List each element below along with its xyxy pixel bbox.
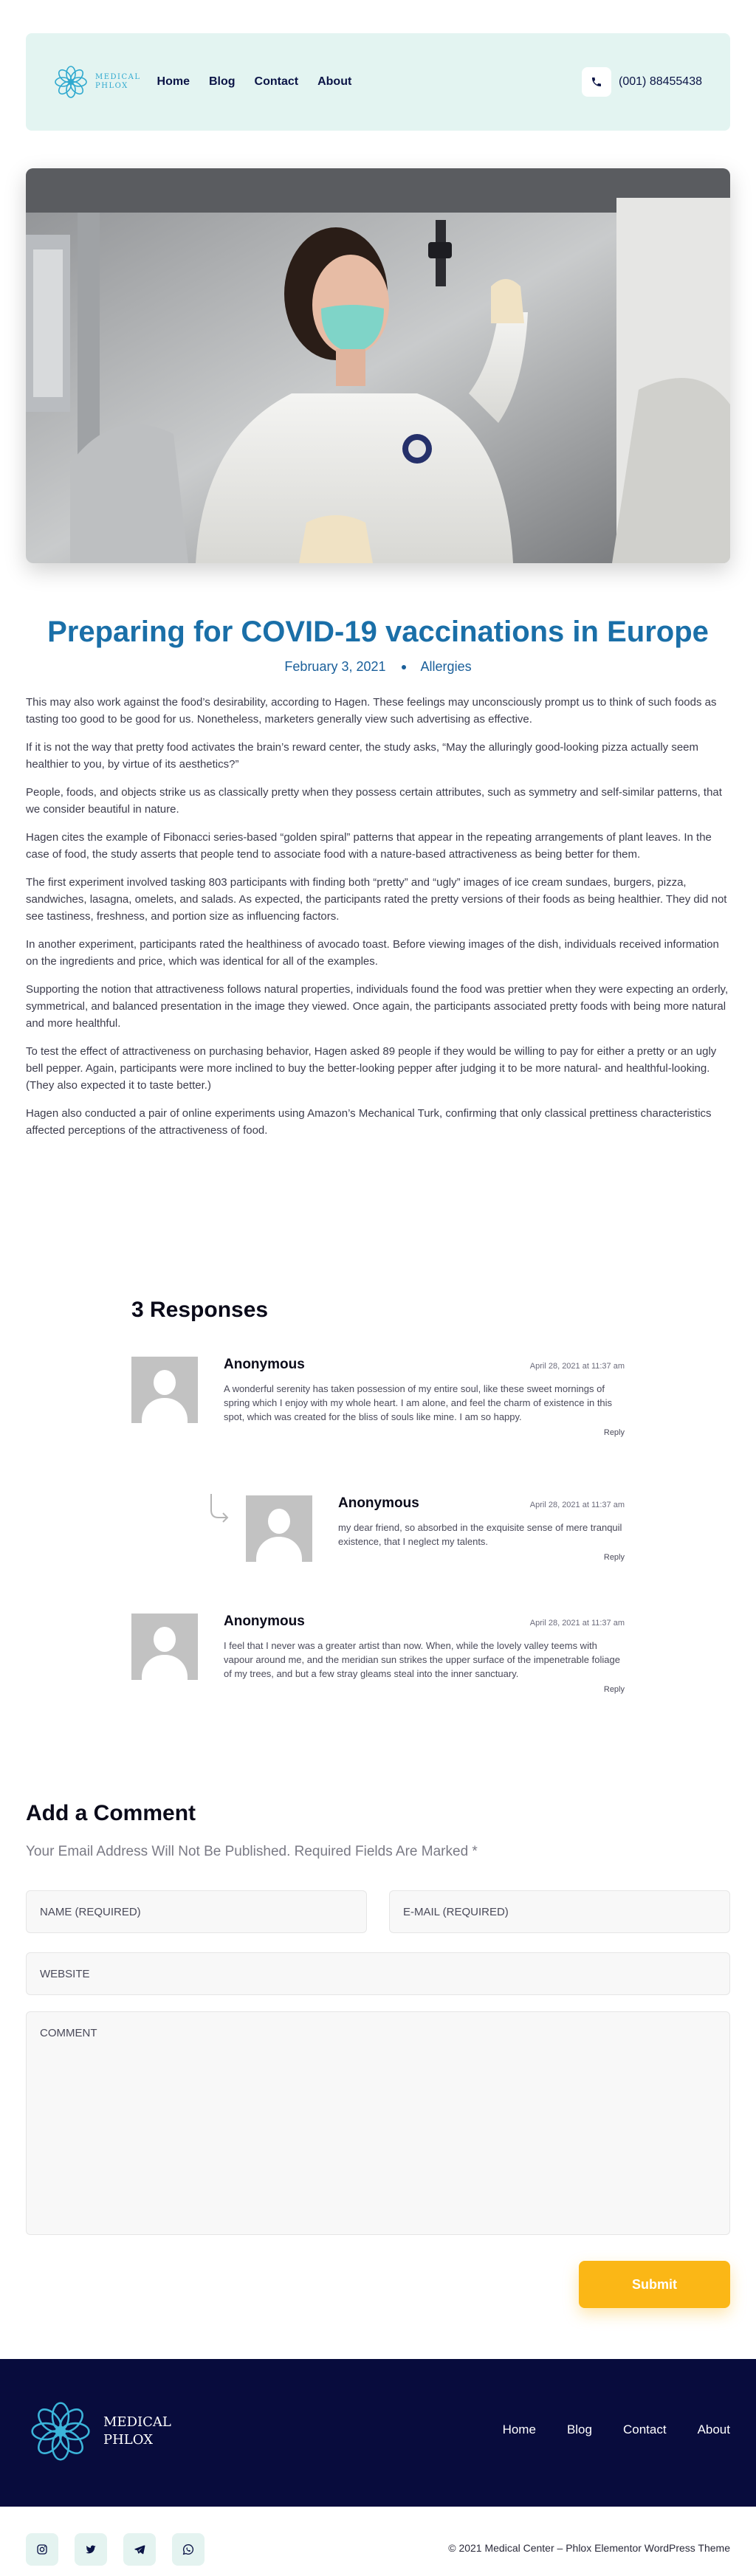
article-meta — [0, 659, 756, 675]
comment-reply — [246, 1495, 625, 1562]
article-paragraph: People, foods, and objects strike us as classically pretty when they possess certain attributes, such as symmetry and self-similar patterns, that we consider beautiful in nature. — [26, 786, 722, 816]
submit-button[interactable]: Submit — [579, 2261, 730, 2308]
phone-number: (001) 88455438 — [619, 75, 702, 88]
comment-author: Anonymous — [224, 1614, 305, 1629]
footer-nav-blog[interactable]: Blog — [566, 2422, 592, 2436]
email-placeholder: E-MAIL (REQUIRED) — [403, 1905, 509, 1918]
telegram-icon[interactable] — [123, 2533, 156, 2566]
twitter-icon[interactable] — [75, 2533, 107, 2566]
website-placeholder: WEBSITE — [40, 1967, 90, 1980]
site-footer — [0, 2359, 756, 2507]
responses-title: 3 Responses — [131, 1298, 269, 1322]
flower-logo-icon — [54, 65, 88, 99]
article-title: Preparing for COVID-19 vaccinations in Europe — [47, 616, 709, 648]
comment — [131, 1357, 625, 1437]
reply-link[interactable]: Reply — [603, 1553, 625, 1562]
article-paragraph: In another experiment, participants rated the healthiness of avocado toast. Before viewing images of the dish, individuals received information on the ingredients and price, which was identical for all of the examples. — [26, 938, 719, 968]
article-category[interactable]: Allergies — [420, 659, 472, 674]
comment — [131, 1614, 625, 1694]
logo-line-2: PHLOX — [95, 82, 128, 90]
lab-scene-illustration — [26, 168, 730, 563]
footer-nav-contact[interactable]: Contact — [622, 2422, 667, 2436]
footer-logo-line-2: PHLOX — [103, 2432, 154, 2448]
comment-text: I feel that I never was a greater artist than now. When, while the lovely valley teems with vapour around me, and the meridian sun strikes the upper surface of the impenetrable foliage of my trees, and but a few stray gleams steal into the inner sanctuary. — [224, 1640, 620, 1679]
reply-link[interactable]: Reply — [603, 1428, 625, 1437]
comment-text: my dear friend, so absorbed in the exquisite sense of mere tranquil existence, that I neglect my talents. — [338, 1522, 622, 1547]
comment-author: Anonymous — [224, 1357, 305, 1372]
reply-link[interactable]: Reply — [603, 1685, 625, 1694]
instagram-icon[interactable] — [26, 2533, 58, 2566]
comment-author: Anonymous — [338, 1495, 419, 1511]
footer-logo[interactable] — [30, 2400, 171, 2462]
comment-date[interactable]: April 28, 2021 at 11:37 am — [529, 1501, 625, 1509]
article-paragraph: Hagen cites the example of Fibonacci series-based “golden spiral” patterns that appear in the repeating arrangements of plant leaves. In the case of food, the study asserts that people tend to associate food with a nature-based attractiveness as being better for them. — [26, 831, 712, 861]
phone-link[interactable] — [582, 67, 702, 97]
footer-logo-text — [103, 2414, 171, 2449]
nav-home[interactable]: Home — [157, 75, 190, 88]
site-header — [26, 33, 730, 131]
hero-image — [26, 168, 730, 563]
footer-nav-home[interactable]: Home — [502, 2422, 536, 2436]
article-paragraph: Hagen also conducted a pair of online experiments using Amazon’s Mechanical Turk, confirming that only classical prettiness characteristics affected perceptions of the attractiveness of food. — [26, 1107, 712, 1137]
reply-arrow-icon — [208, 1492, 230, 1523]
whatsapp-icon[interactable] — [172, 2533, 205, 2566]
social-links — [26, 2533, 205, 2566]
comment-text: A wonderful serenity has taken possession of my entire soul, like these sweet mornings of spring which I enjoy with my whole heart. I am alone, and feel the charm of existence in this spot, which was created for the bliss of souls like mine. I am so happy. — [224, 1383, 613, 1422]
article-paragraph: If it is not the way that pretty food activates the brain’s reward center, the study asks, “May the alluringly good-looking pizza actually seem healthier to you, by virtue of its aesthetics?” — [26, 741, 699, 771]
article-paragraph: This may also work against the food’s desirability, according to Hagen. These feelings may unconsciously prompt us to think of such foods as tasting too good to be good for us. Nonetheless, marketers generally view such advertising as effective. — [26, 696, 717, 726]
article-paragraph: To test the effect of attractiveness on purchasing behavior, Hagen asked 89 people if they would be willing to pay for either a pretty or an ugly bell pepper. Again, participants were more inclined to buy the better-looking pepper after judging it to be more natural- and healthful-looking. (They also expected it to taste better.) — [26, 1045, 717, 1092]
footer-logo-line-1: MEDICAL — [103, 2414, 171, 2430]
article-paragraph: Supporting the notion that attractiveness follows natural properties, individuals found the food was prettier when they were expecting an orderly, symmetrical, and balanced presentation in the image they viewed. Once again, the participants associated pretty foods with being more natural and more healthful. — [26, 983, 729, 1030]
website-input[interactable] — [26, 1952, 730, 1995]
footer-bottom-bar — [0, 2507, 756, 2576]
footer-nav — [503, 2422, 730, 2437]
comment-date[interactable]: April 28, 2021 at 11:37 am — [529, 1362, 625, 1371]
comment-placeholder: COMMENT — [40, 2027, 97, 2039]
required-fields-note: Your Email Address Will Not Be Published. Required Fields Are Marked * — [26, 1844, 478, 1859]
avatar — [131, 1614, 198, 1680]
avatar — [131, 1357, 198, 1423]
logo-line-1: MEDICAL — [95, 73, 141, 81]
copyright-text: © 2021 Medical Center – Phlox Elementor WordPress Theme — [448, 2542, 730, 2554]
flower-logo-icon — [30, 2400, 92, 2462]
footer-nav-about[interactable]: About — [697, 2422, 730, 2436]
meta-separator — [402, 665, 406, 669]
phone-icon — [582, 67, 611, 97]
add-comment-title: Add a Comment — [26, 1801, 196, 1825]
logo-text — [95, 73, 141, 91]
comment-textarea[interactable] — [26, 2011, 730, 2235]
site-logo[interactable] — [54, 65, 141, 99]
nav-blog[interactable]: Blog — [208, 75, 236, 88]
avatar — [246, 1495, 312, 1562]
name-input[interactable] — [26, 1890, 367, 1933]
article-paragraph: The first experiment involved tasking 803 participants with finding both “pretty” and “ugly” images of ice cream sundaes, burgers, pizza, sandwiches, lasagna, omelets, and salads. As expected, the participants rated the pretty versions of their foods as being healthier. They did not see tastiness, freshness, and portion size as influencing factors. — [26, 876, 727, 923]
article-body — [26, 694, 730, 1150]
article-date[interactable]: February 3, 2021 — [284, 659, 386, 674]
main-nav — [157, 75, 352, 89]
nav-contact[interactable]: Contact — [254, 75, 299, 88]
comment-date[interactable]: April 28, 2021 at 11:37 am — [529, 1619, 625, 1628]
name-placeholder: NAME (REQUIRED) — [40, 1905, 141, 1918]
email-input[interactable] — [389, 1890, 730, 1933]
nav-about[interactable]: About — [317, 75, 352, 88]
